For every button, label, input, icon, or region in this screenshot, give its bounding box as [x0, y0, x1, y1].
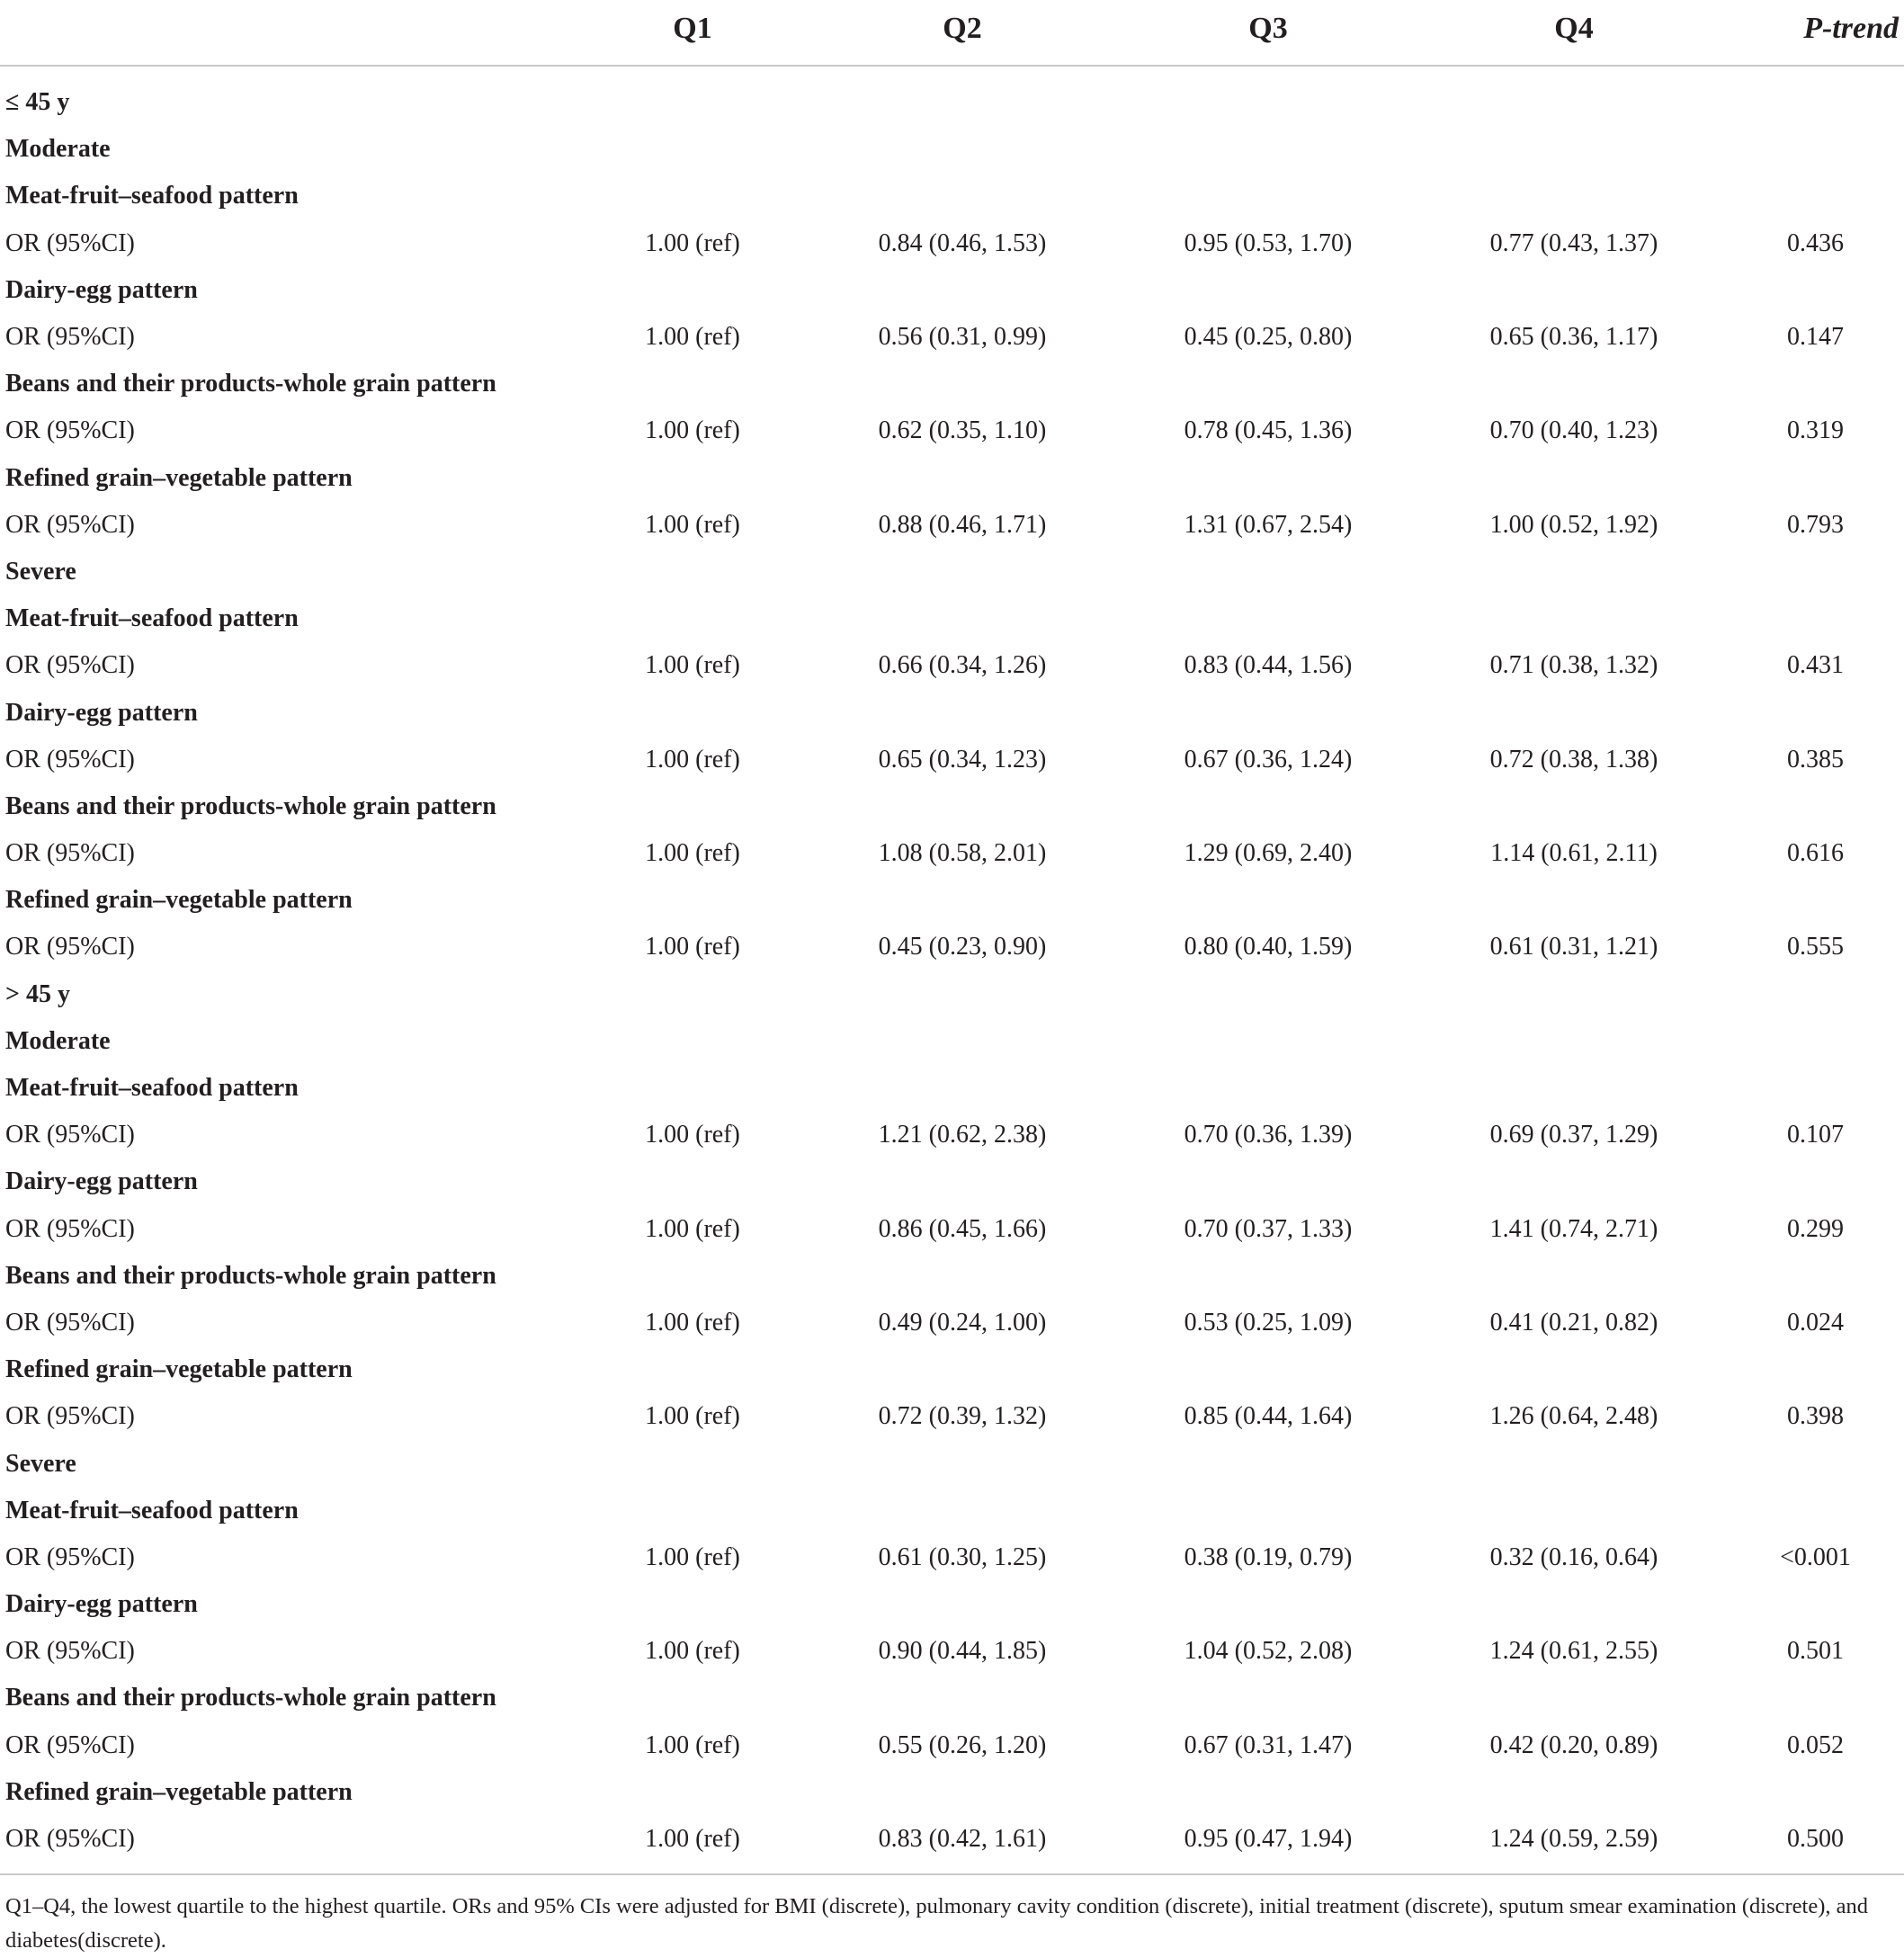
- dietary-pattern-heading-row: [0, 1769, 1904, 1816]
- row-label: OR (95%CI): [5, 1825, 135, 1854]
- table-row: [0, 407, 1904, 454]
- cell-p-trend: 0.500: [1787, 1825, 1844, 1854]
- dietary-pattern-heading-row: [0, 1158, 1904, 1205]
- cell-q3: 1.29 (0.69, 2.40): [1184, 839, 1353, 868]
- table-footnote: Q1–Q4, the lowest quartile to the highest quartile. ORs and 95% CIs were adjusted for BMI (discrete), pulmonary cavity condition (discrete), initial treatment (discrete), sputum smear examination (discrete), and diabetes(discrete).: [0, 1873, 1904, 1958]
- cell-q2: 0.66 (0.34, 1.26): [878, 651, 1047, 680]
- cell-q2: 0.56 (0.31, 0.99): [878, 323, 1047, 352]
- cell-q3: 0.95 (0.53, 1.70): [1184, 228, 1353, 257]
- cell-p-trend: 0.052: [1787, 1730, 1844, 1759]
- dietary-pattern-heading: Beans and their products-whole grain pattern: [5, 1261, 496, 1290]
- cell-q2: 0.49 (0.24, 1.00): [878, 1308, 1047, 1337]
- cell-q1: 1.00 (ref): [645, 1637, 740, 1666]
- dietary-pattern-heading-row: [0, 1065, 1904, 1112]
- dietary-pattern-heading: Dairy-egg pattern: [5, 275, 198, 304]
- dietary-pattern-heading-row: [0, 595, 1904, 642]
- dietary-pattern-heading: Meat-fruit–seafood pattern: [5, 1496, 299, 1524]
- table-row: [0, 737, 1904, 783]
- cell-q2: 0.62 (0.35, 1.10): [878, 416, 1047, 445]
- cell-q1: 1.00 (ref): [645, 1542, 740, 1571]
- cell-q1: 1.00 (ref): [645, 745, 740, 773]
- dietary-pattern-heading: Meat-fruit–seafood pattern: [5, 1074, 299, 1103]
- cell-p-trend: 0.501: [1787, 1637, 1844, 1666]
- cell-q3: 0.83 (0.44, 1.56): [1184, 651, 1353, 680]
- cell-q4: 0.61 (0.31, 1.21): [1489, 933, 1658, 961]
- header-q2: Q2: [809, 0, 1115, 66]
- table-row: [0, 830, 1904, 877]
- cell-q1: 1.00 (ref): [645, 510, 740, 539]
- dietary-pattern-heading: Refined grain–vegetable pattern: [5, 886, 353, 915]
- cell-q3: 0.67 (0.36, 1.24): [1184, 745, 1353, 773]
- dietary-pattern-heading-row: [0, 689, 1904, 736]
- row-label: OR (95%CI): [5, 933, 135, 961]
- row-label: OR (95%CI): [5, 745, 135, 773]
- cell-q1: 1.00 (ref): [645, 1825, 740, 1854]
- cell-q1: 1.00 (ref): [645, 228, 740, 257]
- cell-p-trend: 0.555: [1787, 933, 1844, 961]
- dietary-pattern-heading: Dairy-egg pattern: [5, 1167, 198, 1196]
- cell-q4: 1.24 (0.61, 2.55): [1489, 1637, 1658, 1666]
- cell-q3: 1.04 (0.52, 2.08): [1184, 1637, 1353, 1666]
- cell-q4: 0.69 (0.37, 1.29): [1489, 1121, 1658, 1149]
- cell-p-trend: 0.793: [1787, 510, 1844, 539]
- table-row: [0, 1534, 1904, 1581]
- table-row: [0, 220, 1904, 267]
- cell-q3: 0.78 (0.45, 1.36): [1184, 416, 1353, 445]
- dietary-pattern-heading-row: [0, 1488, 1904, 1534]
- age-section-heading-row: [0, 971, 1904, 1018]
- cell-q4: 1.14 (0.61, 2.11): [1490, 839, 1658, 868]
- cell-q3: 0.85 (0.44, 1.64): [1184, 1402, 1353, 1431]
- cell-q2: 1.21 (0.62, 2.38): [878, 1121, 1047, 1149]
- table-row: [0, 1393, 1904, 1440]
- row-label: OR (95%CI): [5, 1121, 135, 1149]
- dietary-pattern-heading: Meat-fruit–seafood pattern: [5, 604, 299, 633]
- cell-q3: 0.53 (0.25, 1.09): [1184, 1308, 1353, 1337]
- cell-q1: 1.00 (ref): [645, 416, 740, 445]
- cell-q2: 1.08 (0.58, 2.01): [878, 839, 1047, 868]
- cell-q2: 0.90 (0.44, 1.85): [878, 1637, 1047, 1666]
- dietary-pattern-heading-row: [0, 1675, 1904, 1721]
- spacer-row: [0, 66, 1904, 79]
- header-q1: Q1: [576, 0, 809, 66]
- dietary-pattern-heading-row: [0, 877, 1904, 924]
- cell-p-trend: 0.436: [1787, 228, 1844, 257]
- cell-q2: 0.83 (0.42, 1.61): [878, 1825, 1047, 1854]
- table-row: [0, 1816, 1904, 1863]
- cell-q2: 0.86 (0.45, 1.66): [878, 1214, 1047, 1243]
- cell-q1: 1.00 (ref): [645, 1402, 740, 1431]
- dietary-pattern-heading: Refined grain–vegetable pattern: [5, 463, 353, 492]
- row-label: OR (95%CI): [5, 839, 135, 868]
- cell-q2: 0.84 (0.46, 1.53): [878, 228, 1047, 257]
- cell-q4: 1.00 (0.52, 1.92): [1489, 510, 1658, 539]
- cell-q1: 1.00 (ref): [645, 933, 740, 961]
- cell-p-trend: 0.431: [1787, 651, 1844, 680]
- cell-p-trend: 0.319: [1787, 416, 1844, 445]
- dietary-pattern-heading-row: [0, 267, 1904, 314]
- row-label: OR (95%CI): [5, 1402, 135, 1431]
- cell-q1: 1.00 (ref): [645, 839, 740, 868]
- table-row: [0, 502, 1904, 549]
- severity-group-heading: Moderate: [5, 1026, 111, 1055]
- dietary-pattern-heading: Beans and their products-whole grain pattern: [5, 370, 496, 398]
- row-label: OR (95%CI): [5, 1730, 135, 1759]
- cell-q4: 0.41 (0.21, 0.82): [1489, 1308, 1658, 1337]
- dietary-pattern-heading-row: [0, 783, 1904, 830]
- severity-group-heading-row: [0, 1018, 1904, 1065]
- table-row: [0, 1628, 1904, 1675]
- severity-group-heading-row: [0, 1440, 1904, 1487]
- dietary-pattern-heading-row: [0, 1346, 1904, 1393]
- cell-q4: 0.72 (0.38, 1.38): [1489, 745, 1658, 773]
- table-body: [0, 66, 1904, 1863]
- cell-p-trend: 0.107: [1787, 1121, 1844, 1149]
- cell-q2: 0.65 (0.34, 1.23): [878, 745, 1047, 773]
- table-row: [0, 1206, 1904, 1253]
- cell-p-trend: 0.299: [1787, 1214, 1844, 1243]
- cell-q1: 1.00 (ref): [645, 651, 740, 680]
- row-label: OR (95%CI): [5, 510, 135, 539]
- header-label-column: [0, 0, 576, 66]
- cell-q1: 1.00 (ref): [645, 1121, 740, 1149]
- cell-q2: 0.61 (0.30, 1.25): [878, 1542, 1047, 1571]
- dietary-pattern-heading: Refined grain–vegetable pattern: [5, 1355, 353, 1384]
- cell-q3: 0.80 (0.40, 1.59): [1184, 933, 1353, 961]
- table-row: [0, 1722, 1904, 1769]
- cell-p-trend: <0.001: [1780, 1542, 1851, 1571]
- row-label: OR (95%CI): [5, 1637, 135, 1666]
- age-section-heading-row: [0, 79, 1904, 126]
- dietary-pattern-heading: Beans and their products-whole grain pattern: [5, 791, 496, 820]
- cell-q3: 1.31 (0.67, 2.54): [1184, 510, 1353, 539]
- table-row: [0, 642, 1904, 689]
- cell-q2: 0.45 (0.23, 0.90): [878, 933, 1047, 961]
- row-label: OR (95%CI): [5, 1308, 135, 1337]
- dietary-pattern-heading: Beans and their products-whole grain pattern: [5, 1684, 496, 1712]
- cell-q1: 1.00 (ref): [645, 323, 740, 352]
- header-q3: Q3: [1115, 0, 1421, 66]
- cell-q4: 0.77 (0.43, 1.37): [1489, 228, 1658, 257]
- severity-group-heading: Severe: [5, 1449, 76, 1478]
- cell-q4: 1.41 (0.74, 2.71): [1489, 1214, 1658, 1243]
- row-label: OR (95%CI): [5, 323, 135, 352]
- cell-q3: 0.70 (0.37, 1.33): [1184, 1214, 1353, 1243]
- table-row: [0, 924, 1904, 970]
- severity-group-heading: Moderate: [5, 135, 111, 164]
- cell-p-trend: 0.024: [1787, 1308, 1844, 1337]
- cell-q4: 1.26 (0.64, 2.48): [1489, 1402, 1658, 1431]
- cell-q3: 0.67 (0.31, 1.47): [1184, 1730, 1353, 1759]
- dietary-pattern-heading-row: [0, 361, 1904, 407]
- cell-p-trend: 0.398: [1787, 1402, 1844, 1431]
- cell-q2: 0.88 (0.46, 1.71): [878, 510, 1047, 539]
- cell-q4: 0.71 (0.38, 1.32): [1489, 651, 1658, 680]
- age-section-heading: ≤ 45 y: [5, 88, 70, 117]
- cell-q3: 0.45 (0.25, 0.80): [1184, 323, 1353, 352]
- row-label: OR (95%CI): [5, 228, 135, 257]
- cell-q4: 0.42 (0.20, 0.89): [1489, 1730, 1658, 1759]
- header-p-trend: P-trend: [1727, 0, 1904, 66]
- row-label: OR (95%CI): [5, 1542, 135, 1571]
- table-row: [0, 1300, 1904, 1346]
- cell-q3: 0.38 (0.19, 0.79): [1184, 1542, 1353, 1571]
- cell-p-trend: 0.147: [1787, 323, 1844, 352]
- cell-p-trend: 0.616: [1787, 839, 1844, 868]
- row-label: OR (95%CI): [5, 416, 135, 445]
- cell-q4: 1.24 (0.59, 2.59): [1489, 1825, 1658, 1854]
- cell-q3: 0.95 (0.47, 1.94): [1184, 1825, 1353, 1854]
- table-row: [0, 1112, 1904, 1158]
- cell-q3: 0.70 (0.36, 1.39): [1184, 1121, 1353, 1149]
- cell-p-trend: 0.385: [1787, 745, 1844, 773]
- cell-q4: 0.65 (0.36, 1.17): [1489, 323, 1658, 352]
- table-row: [0, 314, 1904, 361]
- dietary-pattern-heading: Dairy-egg pattern: [5, 1590, 198, 1619]
- dietary-pattern-heading-row: [0, 173, 1904, 219]
- cell-q1: 1.00 (ref): [645, 1308, 740, 1337]
- cell-q4: 0.32 (0.16, 0.64): [1489, 1542, 1658, 1571]
- cell-q1: 1.00 (ref): [645, 1730, 740, 1759]
- cell-q2: 0.55 (0.26, 1.20): [878, 1730, 1047, 1759]
- severity-group-heading-row: [0, 126, 1904, 173]
- severity-group-heading: Severe: [5, 557, 76, 586]
- dietary-pattern-heading-row: [0, 455, 1904, 502]
- row-label: OR (95%CI): [5, 651, 135, 680]
- cell-q4: 0.70 (0.40, 1.23): [1489, 416, 1658, 445]
- dietary-pattern-heading: Refined grain–vegetable pattern: [5, 1777, 353, 1806]
- severity-group-heading-row: [0, 549, 1904, 595]
- age-section-heading: > 45 y: [5, 979, 70, 1008]
- row-label: OR (95%CI): [5, 1214, 135, 1243]
- dietary-pattern-heading: Meat-fruit–seafood pattern: [5, 182, 299, 210]
- header-q4: Q4: [1421, 0, 1727, 66]
- table-header-row: [0, 0, 1904, 66]
- dietary-pattern-heading-row: [0, 1253, 1904, 1300]
- dietary-pattern-heading-row: [0, 1581, 1904, 1628]
- dietary-pattern-heading: Dairy-egg pattern: [5, 698, 198, 727]
- cell-q2: 0.72 (0.39, 1.32): [878, 1402, 1047, 1431]
- cell-q1: 1.00 (ref): [645, 1214, 740, 1243]
